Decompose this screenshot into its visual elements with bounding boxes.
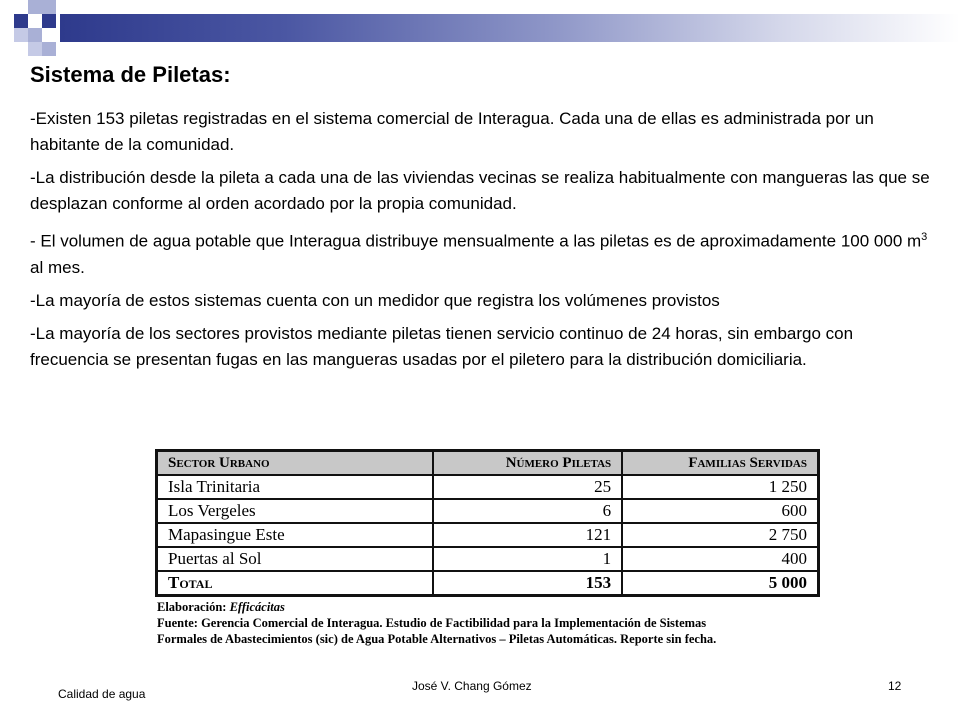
footer-left: Calidad de agua <box>58 687 146 701</box>
total-label: Total <box>157 571 433 595</box>
cell-piletas: 1 <box>433 547 622 571</box>
cell-sector: Isla Trinitaria <box>157 475 433 499</box>
credit-value: Efficácitas <box>229 600 285 614</box>
source-line-1: Fuente: Gerencia Comercial de Interagua. Estudio de Factibilidad para la Implementación de Sistemas <box>157 616 707 630</box>
table-row <box>157 475 818 499</box>
volume-superscript: 3 <box>921 231 928 243</box>
paragraph-servicio: -La mayoría de los sectores provistos mediante piletas tienen servicio continuo de 24 horas, sin embargo con frecuencia se presentan fugas en las mangueras usadas por el piletero para la distribución domiciliaria. <box>30 323 854 369</box>
footer-page-number: 12 <box>888 679 902 693</box>
header-square-dark-2 <box>42 14 56 28</box>
header-square-light-4 <box>14 28 28 42</box>
credit-line <box>157 599 822 615</box>
source-line-2: Formales de Abastecimientos (sic) de Agua Potable Alternativos – Piletas Automáticas. Reporte sin fecha. <box>157 632 717 646</box>
slide-body <box>30 106 935 380</box>
table-row <box>157 523 818 547</box>
cell-piletas: 25 <box>433 475 622 499</box>
paragraph-piletas-registradas: -Existen 153 piletas registradas en el sistema comercial de Interagua. Cada una de ellas es administrada por un habitante de la comunidad. <box>30 109 874 154</box>
total-piletas: 153 <box>433 571 622 595</box>
cell-sector: Puertas al Sol <box>157 547 433 571</box>
header-square-light-6 <box>28 42 42 56</box>
volume-text-end: al mes. <box>30 257 85 277</box>
slide-title: Sistema de Piletas: <box>30 62 231 87</box>
paragraph-volumen <box>30 224 935 281</box>
cell-piletas: 121 <box>433 523 622 547</box>
header-square-light-5 <box>42 42 56 56</box>
header-square-dark-1 <box>14 14 28 28</box>
table-row <box>157 547 818 571</box>
cell-piletas: 6 <box>433 499 622 523</box>
total-familias: 5 000 <box>622 571 818 595</box>
cell-familias: 2 750 <box>622 523 818 547</box>
header-square-light-1 <box>28 0 42 14</box>
header-square-light-2 <box>42 0 56 14</box>
cell-familias: 1 250 <box>622 475 818 499</box>
volume-text: - El volumen de agua potable que Interagua distribuye mensualmente a las piletas es de aproximadamente 100 000 m <box>30 231 922 251</box>
header-numero-piletas: Número Piletas <box>433 451 622 475</box>
table-header-row <box>157 451 818 475</box>
header-gradient-bar <box>60 14 960 42</box>
cell-familias: 400 <box>622 547 818 571</box>
header-square-light-3 <box>28 28 42 42</box>
cell-sector: Mapasingue Este <box>157 523 433 547</box>
table-row <box>157 499 818 523</box>
cell-familias: 600 <box>622 499 818 523</box>
credit-label: Elaboración: <box>157 600 227 614</box>
header-familias-servidas: Familias Servidas <box>622 451 818 475</box>
paragraph-distribucion: -La distribución desde la pileta a cada una de las viviendas vecinas se realiza habitualmente con mangueras las que se desplazan conforme al orden acordado por la propia comunidad. <box>30 168 930 213</box>
table-total-row <box>157 571 818 595</box>
piletas-table <box>155 449 820 597</box>
paragraph-medidor: -La mayoría de estos sistemas cuenta con un medidor que registra los volúmenes provistos <box>30 290 720 310</box>
cell-sector: Los Vergeles <box>157 499 433 523</box>
footer-center: José V. Chang Gómez <box>412 679 532 693</box>
table-credits <box>157 599 822 647</box>
header-sector: Sector Urbano <box>157 451 433 475</box>
piletas-table-figure <box>155 449 822 647</box>
